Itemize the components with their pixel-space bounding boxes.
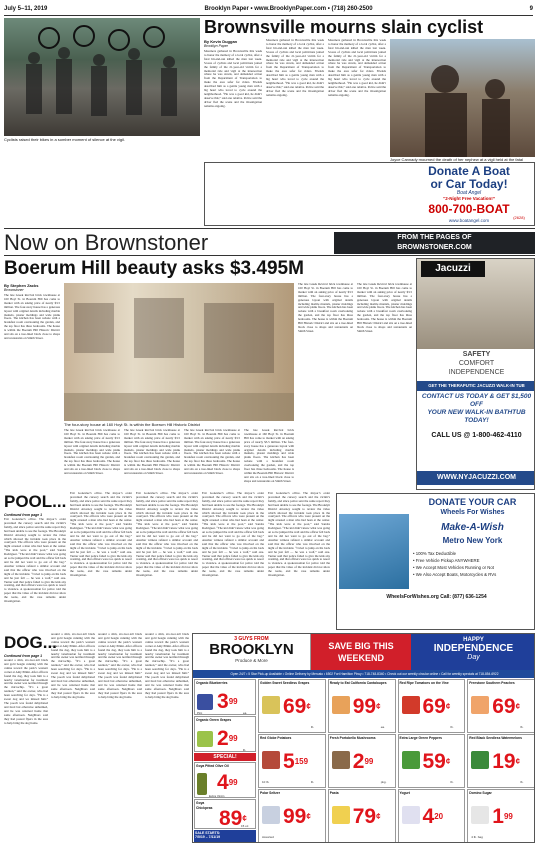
product-unit: lb. <box>243 748 247 752</box>
grocery-ad[interactable] <box>192 633 535 843</box>
grocery-item-0[interactable] <box>258 679 326 733</box>
grocery-item-4[interactable] <box>258 734 326 788</box>
sale-label: SALE STARTS: <box>195 831 221 835</box>
product-price: 5 <box>283 750 295 773</box>
product-name: Red Globe Potatoes <box>260 736 292 740</box>
blueberries-image <box>197 694 213 710</box>
brownstoner-body-col2: The late Greek Revival brick townhouse at 160 Hoyt St. in Boerum Hill has come to market with an asking price of nearly $3.5 million. The four-story house has a generous layout with original details including marble mantels, plaster moldings and wide plank floors. The kitchen has been redone with a breakfast room overlooking the garden, and the top floor has three bedrooms. The house is within the Boerum Hill Historic District and sits on a tree-lined block close to shops and restaurants on Smith Street. <box>64 429 120 475</box>
product-cents: 99 <box>228 778 238 787</box>
product-name: Goya Pitted Olive Oil <box>196 764 229 768</box>
dog-body-col4: around a slim, six-foot-tall black and gold beagle running with the canine toward the park’s western corner at Amy Pilkin. After officers found the dog, they took him to a nearby veterinarian for treatment and the owner was notified through the microchip. “It’s a great reunion,” said the owner, who had been searching for days. “He is a sweet dog and we missed him.” The pooch was found dehydrated and tired but otherwise unharmed, and he was returned home that same afternoon. Neighbors said they had posted flyers in the area to help bring the dog home. <box>145 633 189 699</box>
grapes-image <box>197 731 213 747</box>
product-price: 59 <box>422 750 446 773</box>
grocery-item-8[interactable] <box>258 789 326 843</box>
house-photo <box>64 283 294 421</box>
boat-ad-brand: Boat Angel <box>456 190 482 196</box>
make-a-wish-car-ad[interactable] <box>336 493 535 630</box>
product-price: 89 <box>219 807 243 829</box>
product-price: 69 <box>422 695 446 718</box>
product-image <box>471 751 489 769</box>
pool-headline: POOL... <box>4 492 67 511</box>
product-name: Chickpeas <box>196 806 213 810</box>
holiday-banner <box>411 634 535 670</box>
cyclist-headline: Brownsville mourns slain cyclist <box>204 17 484 37</box>
product-name: Yogurt <box>399 791 410 795</box>
product-image <box>262 806 280 824</box>
brownstoner-side2: BROWNSTONER.COM <box>397 244 472 251</box>
product-unit: ea. <box>243 711 248 715</box>
car-ad-b1: • 100% Tax Deductible <box>413 551 456 556</box>
product-name: Organic Green Grapes <box>196 718 232 722</box>
boat-ad-phone[interactable]: 800-700-BOAT <box>428 202 510 216</box>
product-image <box>262 751 280 769</box>
dog-body-col2: around a slim, six-foot-tall black and gold beagle running with the canine toward the park’s western corner at Amy Pilkin. After officers found the dog, they took him to a nearby veterinarian for treatment and the owner was notified through the microchip. “It’s a great reunion,” said the owner, who had been searching for days. “He is a sweet dog and we missed him.” The pooch was found dehydrated and tired but otherwise unharmed, and he was returned home that same afternoon. Neighbors said they had posted flyers in the area to help bring the dog home. <box>51 633 95 699</box>
product-price: 99 <box>352 695 377 718</box>
product-cents: ¢ <box>376 702 381 711</box>
product-cents: 99 <box>228 734 238 743</box>
grocery-item-10[interactable] <box>398 789 466 843</box>
product-cents: ¢ <box>445 702 451 711</box>
brownstoner-body-col7: The late Greek Revival brick townhouse at 160 Hoyt St. in Boerum Hill has come to market with an asking price of nearly $3.5 million. The four-story house has a generous layout with original details including marble mantels, plaster moldings and wide plank floors. The kitchen has been redone with a breakfast room overlooking the garden, and the top floor has three bedrooms. The house is within the Boerum Hill Historic District and sits on a tree-lined block close to shops and restaurants on Smith Street. <box>357 283 412 333</box>
product-name: Pasta <box>329 791 339 795</box>
product-sub: 4 lb. bag <box>471 835 483 839</box>
brownstoner-byline-org: Brownstoner <box>4 288 24 292</box>
holiday-line1: HAPPY <box>463 637 484 643</box>
jacuzzi-cta2: YOUR NEW WALK-IN BATHTUB TODAY! <box>427 409 526 424</box>
product-price: 19 <box>492 750 516 773</box>
product-image <box>262 696 280 714</box>
grocery-logo-main: BROOKLYN <box>209 641 294 658</box>
product-cents: ¢ <box>242 814 247 823</box>
cyclist-body-col1: Mourners gathered in Brownsville this week to honor the memory of a local cyclist, after a fatal hit-and-run killed the man last week. Scores of cyclists and local politicians joined the family of the 21-year-old victim for a memorial ride and vigil at the intersection where he was struck, and demanded action from the Department of Transportation to make the area safer for riders. Friends described him as a gentle young man with a big heart who loved to cycle around the neighborhood. “He was a good kid, he didn’t deserve this,” said one relative. Police said the driver fled the scene and the investigation remains ongoing. <box>204 50 262 108</box>
house-photo-caption: The four-story house at 160 Hoyt St. is within the Boerum Hill Historic District <box>64 422 201 427</box>
product-sub: 10 lb. <box>262 780 270 784</box>
product-name: Golden Sweet Seedless Grapes <box>260 681 310 685</box>
product-cents: 99 <box>364 757 374 766</box>
product-cents: 99 <box>228 697 238 706</box>
page-header <box>4 2 533 16</box>
cyclist-body-col2: Mourners gathered in Brownsville this week to honor the memory of a local cyclist, after a fatal hit-and-run killed the man last week. Scores of cyclists and local politicians joined the family of the 21-year-old victim for a memorial ride and vigil at the intersection where he was struck, and demanded action from the Department of Transportation to make the area safer for riders. Friends described him as a gentle young man with a big heart who loved to cycle around the neighborhood. “He was a good kid, he didn’t deserve this,” said one relative. Police said the driver fled the scene and the investigation remains ongoing. <box>266 39 324 97</box>
product-unit: ea. <box>380 725 385 729</box>
grocery-info-bar: Open 24/7 • 5 Star Pick-up Available • Online Delivery by Mercato • 6502 Fort Hamilton Pkwy • 718-748-8340 • Check out our weekly circular online • Call for weekly specials at 718-854-6922 <box>193 670 535 678</box>
product-name: Organic Blueberries <box>196 681 228 685</box>
product-image <box>402 751 420 769</box>
brownstoner-body-col1: The late Greek Revival brick townhouse at 160 Hoyt St. in Boerum Hill has come to market with an asking price of nearly $3.5 million. The four-story house has a generous layout with original details including marble mantels, plaster moldings and wide plank floors. The kitchen has been redone with a breakfast room overlooking the garden, and the top floor has three bedrooms. The house is within the Boerum Hill Historic District and sits on a tree-lined block close to shops and restaurants on Smith Street. <box>4 294 60 340</box>
cyclist-byline-org: Brooklyn Paper <box>204 44 228 48</box>
brownstoner-banner <box>4 228 535 256</box>
brownstoner-source-box <box>334 232 535 254</box>
jacuzzi-brand: Jacuzzi <box>421 261 485 277</box>
product-image <box>471 696 489 714</box>
product-price: 79 <box>352 805 377 828</box>
product-name: Ready to Eat California Cantaloupes <box>329 681 387 685</box>
product-cents: ¢ <box>515 757 521 766</box>
car-ad-b2: • Free Vehicle Pickup ANYWHERE <box>413 558 480 563</box>
car-ad-b4: • We Also Accept Boats, Motorcycles & RVs <box>413 572 497 577</box>
car-ad-benefits <box>413 550 534 578</box>
jacuzzi-url[interactable]: WWW.NYJACUZZI.COM <box>417 471 535 485</box>
product-sub: Assorted <box>262 835 274 839</box>
car-ad-b3: • We Accept Most Vehicles Running or Not <box>413 565 494 570</box>
product-cents: 20 <box>434 812 444 821</box>
grocery-item-3[interactable] <box>467 679 535 733</box>
dog-body-col3: around a slim, six-foot-tall black and gold beagle running with the canine toward the park’s western corner at Amy Pilkin. After officers found the dog, they took him to a nearby veterinarian for treatment and the owner was notified through the microchip. “It’s a great reunion,” said the owner, who had been searching for days. “He is a sweet dog and we missed him.” The pooch was found dehydrated and tired but otherwise unharmed, and he was returned home that same afternoon. Neighbors said they had posted flyers in the area to help bring the dog home. <box>98 633 142 699</box>
product-cents: ¢ <box>376 812 381 821</box>
jacuzzi-ad[interactable] <box>416 258 535 490</box>
product-name: Fresh Portobello Mushrooms <box>329 736 376 740</box>
cyclist-body-col3: Mourners gathered in Brownsville this week to honor the memory of a local cyclist, after a fatal hit-and-run killed the man last week. Scores of cyclists and local politicians joined the family of the 21-year-old victim for a memorial ride and vigil at the intersection where he was struck, and demanded action from the Department of Transportation to make the area safer for riders. Friends described him as a gentle young man with a big heart who loved to cycle around the neighborhood. “He was a good kid, he didn’t deserve this,” said one relative. Police said the driver fled the scene and the investigation remains ongoing. <box>328 39 386 97</box>
grocery-promo: SAVE BIG THIS WEEKEND <box>311 634 411 670</box>
product-price: 3 <box>217 690 229 713</box>
jacuzzi-safety1: SAFETY <box>462 351 491 358</box>
car-ad-region: Metro New York <box>442 536 503 545</box>
product-price: 2 <box>217 727 229 750</box>
brownstoner-body-col5: The late Greek Revival brick townhouse at 160 Hoyt St. in Boerum Hill has come to market with an asking price of nearly $3.5 million. The four-story house has a generous layout with original details including marble mantels, plaster moldings and wide plank floors. The kitchen has been redone with a breakfast room overlooking the garden, and the top floor has three bedrooms. The house is within the Boerum Hill Historic District and sits on a tree-lined block close to shops and restaurants on Smith Street. <box>244 429 294 483</box>
product-name: Red Ripe Tomatoes on the Vine <box>399 681 449 685</box>
product-unit: lb. <box>311 725 315 729</box>
grocery-item-6[interactable] <box>398 734 466 788</box>
boat-ad-line2: or Car Today! <box>430 177 508 191</box>
grocery-product-grid <box>257 679 535 843</box>
brownstoner-body-col4: The late Greek Revival brick townhouse at 160 Hoyt St. in Boerum Hill has come to market with an asking price of nearly $3.5 million. The four-story house has a generous layout with original details including marble mantels, plaster moldings and wide plank floors. The kitchen has been redone with a breakfast room overlooking the garden, and the top floor has three bedrooms. The house is within the Boerum Hill Historic District and sits on a tree-lined block close to shops and restaurants on Smith Street. <box>184 429 240 475</box>
grocery-logo-top: 3 GUYS FROM <box>234 636 269 642</box>
product-sub: Extra Virgin <box>209 794 225 798</box>
holiday-line3: Day <box>467 654 480 661</box>
brownstoner-kicker: Now on Brownstoner <box>4 230 209 255</box>
product-unit: lb. <box>520 780 524 784</box>
boat-ad-line1: Donate A Boat <box>428 164 510 178</box>
grocery-item-11[interactable] <box>467 789 535 843</box>
page-number: 9 <box>529 5 533 12</box>
grocery-logo <box>193 634 311 670</box>
product-image <box>471 806 489 824</box>
holiday-line2: INDEPENDENCE <box>433 643 514 654</box>
product-unit: lb. <box>520 725 524 729</box>
product-green-grapes[interactable] <box>194 716 256 752</box>
product-image <box>332 696 350 714</box>
car-ad-benefit: Make-A-Wish <box>441 522 504 533</box>
grocery-left-column <box>193 679 257 843</box>
product-price: 99 <box>283 805 307 828</box>
jacuzzi-cta1: CONTACT US TODAY & GET $1,500 OFF <box>421 393 532 408</box>
product-cents: ¢ <box>515 702 521 711</box>
issue-date: July 5–11, 2019 <box>4 5 48 12</box>
product-price: 69 <box>283 695 307 718</box>
product-unit: 15 oz. <box>241 824 250 828</box>
brownstoner-headline: Boerum Hill beauty asks $3.495M <box>4 258 304 279</box>
boat-ad-tag: “2-Night Free Vacation!” <box>442 196 495 201</box>
cyclist-vigil-photo <box>4 18 200 136</box>
jacuzzi-safety2: COMFORT <box>458 360 495 367</box>
jacuzzi-cta3[interactable]: CALL US @ 1-800-462-4110 <box>431 432 522 439</box>
grocery-item-9[interactable] <box>328 789 396 843</box>
pool-body-col1: Eric Gonzalez’s office. The mayor’s order prevented the cursory search and the victim’s family, and since police sent the same report they had been unable to see the footage. The Brooklyn District Attorney sought to review the video which showed the incident took place in the courtyard. The officers who were present on the night arrested a man who had been at the center. “The kids were at the pool,” said Sandra Rodriguez. “The kid didn’t know what was going on so he jumped the wall and the officer fell back and he did not want to go out of the bag.” Another witness refuted a similar account and said that the officer who was involved on the night of the incident. “I tried to jump on his back and he just fell — he was a wolf,” said one. Turner said that police failed to give the kids any warning, and that officers were too quick to resort to violence. A spokeswoman for police told the paper that the video of the incident did not show the teens, and the case remains under investigation. <box>4 518 66 604</box>
brownstoner-body-col6: The late Greek Revival brick townhouse at 160 Hoyt St. in Boerum Hill has come to market with an asking price of nearly $3.5 million. The four-story house has a generous layout with original details including marble mantels, plaster moldings and wide plank floors. The kitchen has been redone with a breakfast room overlooking the garden, and the top floor has three bedrooms. The house is within the Boerum Hill Historic District and sits on a tree-lined block close to shops and restaurants on Smith Street. <box>298 283 353 333</box>
brownstoner-byline: By Stephen Zacks <box>4 283 39 288</box>
product-price: 4 <box>217 771 229 794</box>
product-cents: ¢ <box>445 757 451 766</box>
product-chickpeas[interactable] <box>194 799 256 829</box>
grocery-logo-sub: Produce & More <box>235 658 268 663</box>
product-unit: lb. <box>450 725 454 729</box>
product-name: Polar Seltzer <box>260 791 280 795</box>
product-blueberries[interactable] <box>194 679 256 715</box>
product-unit: pkg. <box>380 780 387 784</box>
car-ad-sub: Wheels For Wishes <box>440 509 505 516</box>
sale-dates-box <box>194 830 256 843</box>
olive-oil-image <box>197 773 207 795</box>
product-unit: lb. <box>450 780 454 784</box>
product-unit: lb. <box>311 780 315 784</box>
product-cents: ¢ <box>306 812 311 821</box>
brownstoner-side1: FROM THE PAGES OF <box>397 234 472 241</box>
grocery-item-7[interactable] <box>467 734 535 788</box>
pool-body-col4: Eric Gonzalez’s office. The mayor’s order prevented the cursory search and the victim’s family, and since police sent the same report they had been unable to see the footage. The Brooklyn District Attorney sought to review the video which showed the incident took place in the courtyard. The officers who were present on the night arrested a man who had been at the center. “The kids were at the pool,” said Sandra Rodriguez. “The kid didn’t know what was going on so he jumped the wall and the officer fell back and he did not want to go out of the bag.” Another witness refuted a similar account and said that the officer who was involved on the night of the incident. “I tried to jump on his back and he just fell — he was a wolf,” said one. Turner said that police failed to give the kids any warning, and that officers were too quick to resort to violence. A spokeswoman for police told the paper that the video of the incident did not show the teens, and the case remains under investigation. <box>202 492 264 578</box>
product-image <box>332 806 350 824</box>
dog-continued: Continued from page 1 <box>4 654 43 658</box>
masthead-line: Brooklyn Paper • www.BrooklynPaper.com • (718) 260-2500 <box>204 5 373 12</box>
boat-angel-ad[interactable] <box>204 162 535 226</box>
product-cents: 159 <box>294 757 309 766</box>
sale-dates: 7/5/19 – 7/11/19 <box>195 835 221 839</box>
product-image <box>402 806 420 824</box>
brownstoner-body-col3: The late Greek Revival brick townhouse at 160 Hoyt St. in Boerum Hill has come to market with an asking price of nearly $3.5 million. The four-story house has a generous layout with original details including marble mantels, plaster moldings and wide plank floors. The kitchen has been redone with a breakfast room overlooking the garden, and the top floor has three bedrooms. The house is within the Boerum Hill Historic District and sits on a tree-lined block close to shops and restaurants on Smith Street. <box>124 429 180 475</box>
pool-body-col2: Eric Gonzalez’s office. The mayor’s order prevented the cursory search and the victim’s family, and since police sent the same report they had been unable to see the footage. The Brooklyn District Attorney sought to review the video which showed the incident took place in the courtyard. The officers who were present on the night arrested a man who had been at the center. “The kids were at the pool,” said Sandra Rodriguez. “The kid didn’t know what was going on so he jumped the wall and the officer fell back and he did not want to go out of the bag.” Another witness refuted a similar account and said that the officer who was involved on the night of the incident. “I tried to jump on his back and he just fell — he was a wolf,” said one. Turner said that police failed to give the kids any warning, and that officers were too quick to resort to violence. A spokeswoman for police told the paper that the video of the incident did not show the teens, and the case remains under investigation. <box>70 492 132 578</box>
product-image <box>402 696 420 714</box>
cyclist-byline: By Kevin Duggan <box>204 39 238 44</box>
product-name: Domino Sugar <box>469 791 492 795</box>
grocery-item-5[interactable] <box>328 734 396 788</box>
pool-body-col5: Eric Gonzalez’s office. The mayor’s order prevented the cursory search and the victim’s family, and since police sent the same report they had been unable to see the footage. The Brooklyn District Attorney sought to review the video which showed the incident took place in the courtyard. The officers who were present on the night arrested a man who had been at the center. “The kids were at the pool,” said Sandra Rodriguez. “The kid didn’t know what was going on so he jumped the wall and the officer fell back and he did not want to go out of the bag.” Another witness refuted a similar account and said that the officer who was involved on the night of the incident. “I tried to jump on his back and he just fell — he was a wolf,” said one. Turner said that police failed to give the kids any warning, and that officers were too quick to resort to violence. A spokeswoman for police told the paper that the video of the incident did not show the teens, and the case remains under investigation. <box>268 492 330 578</box>
dog-headline: DOG... <box>4 633 57 652</box>
jacuzzi-safety3: INDEPENDENCE <box>448 369 505 376</box>
pool-continued: Continued from page 1 <box>4 513 43 517</box>
grocery-item-1[interactable] <box>328 679 396 733</box>
product-name: Freestone Southern Peaches <box>469 681 515 685</box>
product-cents: ¢ <box>306 702 311 711</box>
product-price: 4 <box>422 805 435 828</box>
product-sub: Pint <box>197 711 203 715</box>
product-name: Red Black Seedless Watermelons <box>469 736 522 740</box>
product-sub: Goya <box>196 801 205 805</box>
jacuzzi-tag: GET THE THERAPUTIC JACUZZI WALK-IN TUB <box>417 381 535 391</box>
mourner-photo-caption: Joyce Cannady mourned the death of her nephew at a vigil held at the fatal <box>390 157 523 162</box>
product-price: 2 <box>352 750 365 773</box>
product-name: Extra Large Green Peppers <box>399 736 443 740</box>
boat-ad-url[interactable]: www.boatangel.com <box>448 218 490 223</box>
car-ad-photo <box>339 514 409 589</box>
product-cents: 99 <box>503 812 513 821</box>
grocery-item-2[interactable] <box>398 679 466 733</box>
product-image <box>332 751 350 769</box>
pool-body-col3: Eric Gonzalez’s office. The mayor’s order prevented the cursory search and the victim’s family, and since police sent the same report they had been unable to see the footage. The Brooklyn District Attorney sought to review the video which showed the incident took place in the courtyard. The officers who were present on the night arrested a man who had been at the center. “The kids were at the pool,” said Sandra Rodriguez. “The kid didn’t know what was going on so he jumped the wall and the officer fell back and he did not want to go out of the bag.” Another witness refuted a similar account and said that the officer who was involved on the night of the incident. “I tried to jump on his back and he just fell — he was a wolf,” said one. Turner said that police failed to give the kids any warning, and that officers were too quick to resort to violence. A spokeswoman for police told the paper that the video of the incident did not show the teens, and the case remains under investigation. <box>136 492 198 578</box>
product-olive-oil[interactable] <box>194 762 256 798</box>
product-price: 69 <box>492 695 516 718</box>
car-ad-title: DONATE YOUR CAR <box>428 497 517 507</box>
boat-ad-phone-sub: (2628) <box>513 215 525 220</box>
specials-label: SPECIAL! <box>194 753 256 761</box>
cyclist-photo-caption: Cyclists raised their bikes in a somber moment of silence at the vigil. <box>4 137 125 142</box>
product-price: 1 <box>492 805 504 828</box>
dog-body-col1: around a slim, six-foot-tall black and gold beagle running with the canine toward the park’s western corner at Amy Pilkin. After officers found the dog, they took him to a nearby veterinarian for treatment and the owner was notified through the microchip. “It’s a great reunion,” said the owner, who had been searching for days. “He is a sweet dog and we missed him.” The pooch was found dehydrated and tired but otherwise unharmed, and he was returned home that same afternoon. Neighbors said they had posted flyers in the area to help bring the dog home. <box>4 659 48 725</box>
car-ad-footer[interactable]: WheelsForWishes.org Call: (877) 636-1254 <box>386 594 487 600</box>
vigil-photo-mourner <box>390 39 535 157</box>
